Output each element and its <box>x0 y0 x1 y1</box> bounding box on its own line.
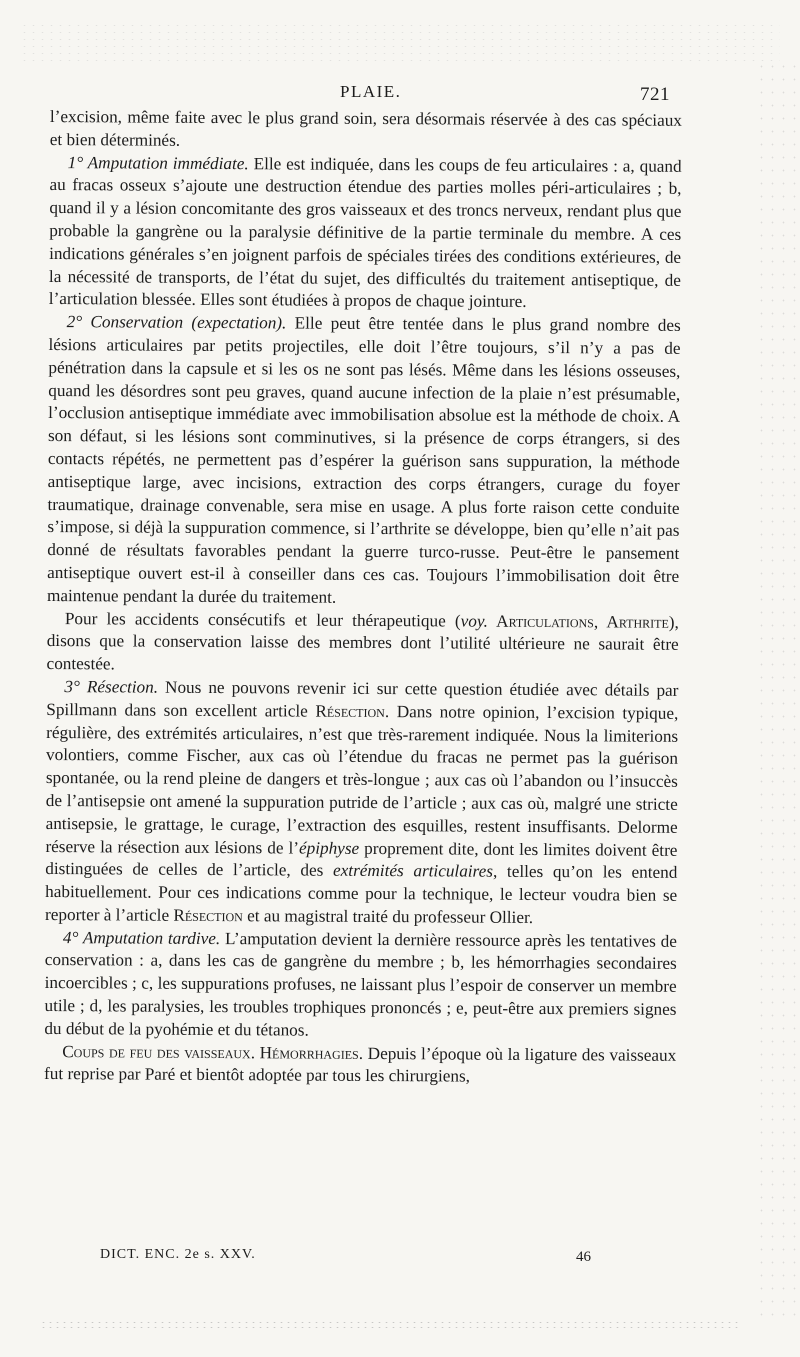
footer-sheet-number: 46 <box>576 1249 591 1265</box>
paragraph-text: . Dans notre opinion, l’excision typique, régulière, des extrémités articulaires, n’est que très-rarement indiquée. Nous la limiterions volontiers, comme Fischer, aux cas où l’étendue du fracas ne permet pas la guérison spontanée, ou la rend pleine de dangers et très-longue ; aux cas où l’abandon ou l’insuccès de l’antisepsie ont amené la suppuration putride de l’article ; aux cas où, malgré une stricte antisepsie, le grattage, le curage, l’extraction des esquilles, restent insuffisants. Delorme réserve la résection aux lésions de l’ <box>45 701 679 858</box>
section-label: 4° Amputation tardive. <box>62 927 221 948</box>
running-head: PLAIE. <box>340 82 402 101</box>
paragraph-excision <box>50 106 682 155</box>
paragraph-text: ), disons que la conservation laisse des membres dont l’utilité ultérieure ne saurait être contestée. <box>46 612 679 674</box>
voy-abbrev: voy. <box>460 611 488 631</box>
paragraph-text: L’amputation devient la dernière ressource après les tentatives de conservation : a, dans les cas de gangrène du membre ; b, les hémorrhagies secondaires incoercibles ; c, les suppurations profuses, ne laissant plus l’espoir de conserver un membre utile ; d, les paralysies, les troubles trophiques prononcés ; e, peut-être aux premiers signes du début de la pyohémie et du tétanos. <box>44 928 677 1040</box>
cross-reference: Résection <box>173 905 243 926</box>
paragraph-accidents <box>47 608 679 680</box>
section-heading: Coups de feu des vaisseaux. Hémorrhagies. <box>62 1041 364 1063</box>
paragraph-text: , telles qu’on les entend habituellement. Pour ces indications comme pour la technique, le lecteur voudra bien se reporter à l’article <box>45 862 678 925</box>
paragraph-text: Pour les accidents consécutifs et leur thérapeutique ( <box>64 608 461 631</box>
scan-noise-top <box>20 22 780 62</box>
paragraph-text: et au magistral traité du professeur Ollier. <box>242 906 534 927</box>
emphasis: extrémités articulaires <box>333 861 494 882</box>
scan-noise-bottom <box>40 1320 740 1330</box>
paragraph-text: proprement dite, dont les limites doivent être distinguées de celles de l’article, des <box>45 838 678 881</box>
emphasis: épiphyse <box>298 838 360 858</box>
section-label: 3° Résection. <box>64 677 159 697</box>
section-label: 2° Conservation (expectation). <box>66 312 287 333</box>
section-label: 1° Amputation immédiate. <box>67 152 249 173</box>
paragraph-amputation-tardive <box>44 927 677 1045</box>
scan-noise-right <box>756 60 796 1317</box>
paragraph-text: Elle peut être tentée dans le plus grand nombre des lésions articulaires par petits projectiles, elle doit l’être toujours, s’il n’y a pas de pénétration dans la capsule et si les os ne sont pas lésés. Même dans les lésions osseuses, quand les désordres sont peu graves, quand aucune infection de la plaie n’est présumable, l’occlusion antiseptique immédiate avec immobilisation absolue est la méthode de choix. A son défaut, si les lésions sont comminutives, si la présence de corps étrangers, si des contacts répétés, ne permettent pas d’espérer la guérison sans suppuration, la méthode antiseptique large, avec incisions, extraction des corps étrangers, curage du foyer traumatique, drainage convenable, sera mise en usage. A plus forte raison cette conduite s’impose, si déjà la suppuration commence, si l’arthrite se développe, bien qu’elle n’ait pas donné de résultats favorables pendant la guerre turco-russe. Peut-être le pansement antiseptique ouvert est-il à conseiller dans ces cas. Toujours l’immobilisation doit être maintenue pendant la durée du traitement. <box>46 313 681 607</box>
cross-reference: Articulations, Arthrite <box>487 611 669 632</box>
paragraph-conservation <box>47 311 681 611</box>
paragraph-text: l’excision, même faite avec le plus grand soin, sera désormais réservée à des cas spéciaux et bien déterminés. <box>49 106 682 150</box>
cross-reference: Résection <box>315 701 385 721</box>
paragraph-amputation-immediate <box>49 152 682 315</box>
page-body <box>44 106 682 1090</box>
page-number: 721 <box>640 84 670 105</box>
paragraph-resection <box>45 676 679 931</box>
paragraph-text: Elle est indiquée, dans les coups de feu articulaires : a, quand au fracas osseux s’ajoute une destruction étendue des parties molles péri-articulaires ; b, quand il y a lésion concomitante des gros vaisseaux et des troncs nerveux, rendant plus que probable la gangrène ou la paralysie définitive de la partie terminale du membre. A ces indications générales s’en joignent parfois de spéciales tirées des conditions extérieures, de la nécessité de transports, de l’état du sujet, des difficultés du traitement antiseptique, de l’articulation blessée. Elles sont étudiées à propos de chaque jointure. <box>48 153 682 312</box>
paragraph-text: Depuis l’époque où la ligature des vaisseaux fut reprise par Paré et bientôt adoptée par tous les chirurgiens, <box>44 1043 677 1087</box>
paragraph-vaisseaux <box>44 1041 676 1090</box>
paragraph-text: Nous ne pouvons revenir ici sur cette question étudiée avec détails par Spillmann dans son excellent article <box>46 677 679 721</box>
footer-signature: DICT. ENC. 2e s. XXV. <box>100 1247 256 1262</box>
